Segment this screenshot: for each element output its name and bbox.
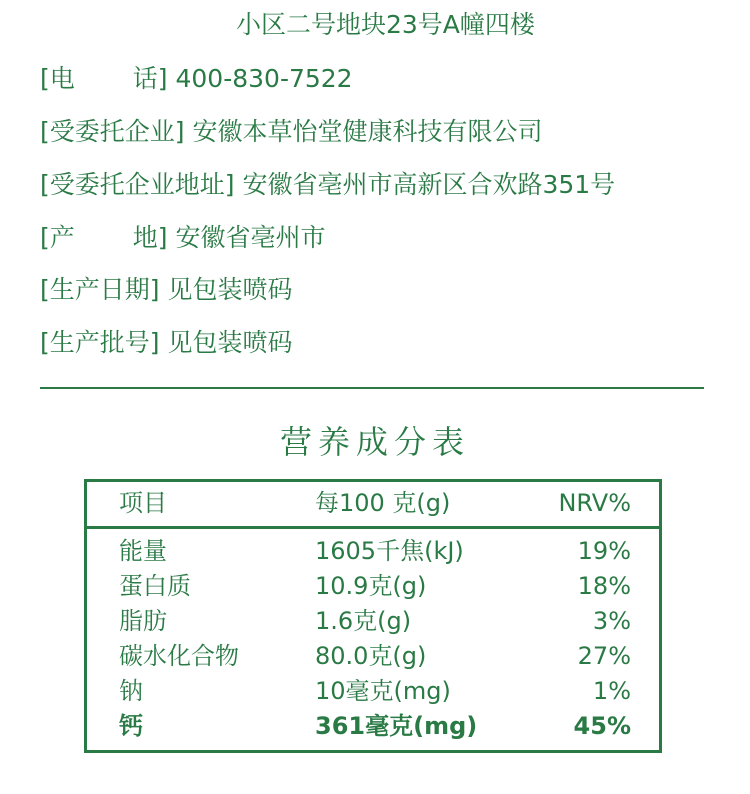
nutrition-table	[84, 479, 662, 753]
entrusted-address-value: 安徽省亳州市高新区合欢路351号	[242, 170, 616, 199]
batch-number-label: [生产批号]	[40, 328, 160, 357]
row-item: 能量	[119, 537, 167, 565]
entrusted-company-row	[40, 115, 542, 149]
row-item: 蛋白质	[119, 572, 191, 600]
phone-row	[40, 62, 353, 96]
row-item: 脂肪	[119, 607, 167, 635]
row-nrv: 27%	[577, 642, 631, 670]
row-nrv: 1%	[592, 677, 631, 705]
phone-value: 400-830-7522	[175, 64, 353, 93]
phone-label-left: [电	[40, 64, 75, 93]
entrusted-address-label: [受委托企业地址]	[40, 170, 235, 199]
row-amount: 80.0克(g)	[315, 642, 427, 670]
origin-value: 安徽省亳州市	[175, 223, 326, 252]
batch-number-row	[40, 326, 292, 360]
row-amount: 361毫克(mg)	[315, 712, 478, 740]
row-item: 碳水化合物	[119, 642, 239, 670]
nutrition-table-header	[87, 482, 659, 529]
header-item: 项目	[119, 489, 167, 517]
row-nrv: 19%	[577, 537, 631, 565]
production-date-value: 见包装喷码	[167, 275, 293, 304]
row-item: 钠	[119, 677, 143, 705]
entrusted-company-label: [受委托企业]	[40, 117, 185, 146]
row-nrv: 45%	[573, 712, 631, 740]
row-amount: 10.9克(g)	[315, 572, 427, 600]
origin-label-left: [产	[40, 223, 75, 252]
origin-row	[40, 221, 326, 255]
header-per-100g: 每100 克(g)	[315, 489, 451, 517]
row-nrv: 18%	[577, 572, 631, 600]
section-divider	[40, 387, 704, 389]
address-continuation: 小区二号地块23号A幢四楼	[236, 10, 535, 39]
header-nrv: NRV%	[558, 489, 631, 517]
phone-label-right: 话]	[132, 64, 168, 93]
row-nrv: 3%	[592, 607, 631, 635]
batch-number-value: 见包装喷码	[167, 328, 293, 357]
production-date-label: [生产日期]	[40, 275, 160, 304]
entrusted-company-value: 安徽本草怡堂健康科技有限公司	[192, 117, 543, 146]
nutrition-table-title: 营养成分表	[279, 423, 470, 461]
origin-label-right: 地]	[132, 223, 168, 252]
row-item: 钙	[119, 712, 143, 740]
row-amount: 10毫克(mg)	[315, 677, 451, 705]
entrusted-address-row	[40, 168, 615, 202]
row-amount: 1605千焦(kJ)	[315, 537, 464, 565]
production-date-row	[40, 273, 292, 307]
row-amount: 1.6克(g)	[315, 607, 412, 635]
